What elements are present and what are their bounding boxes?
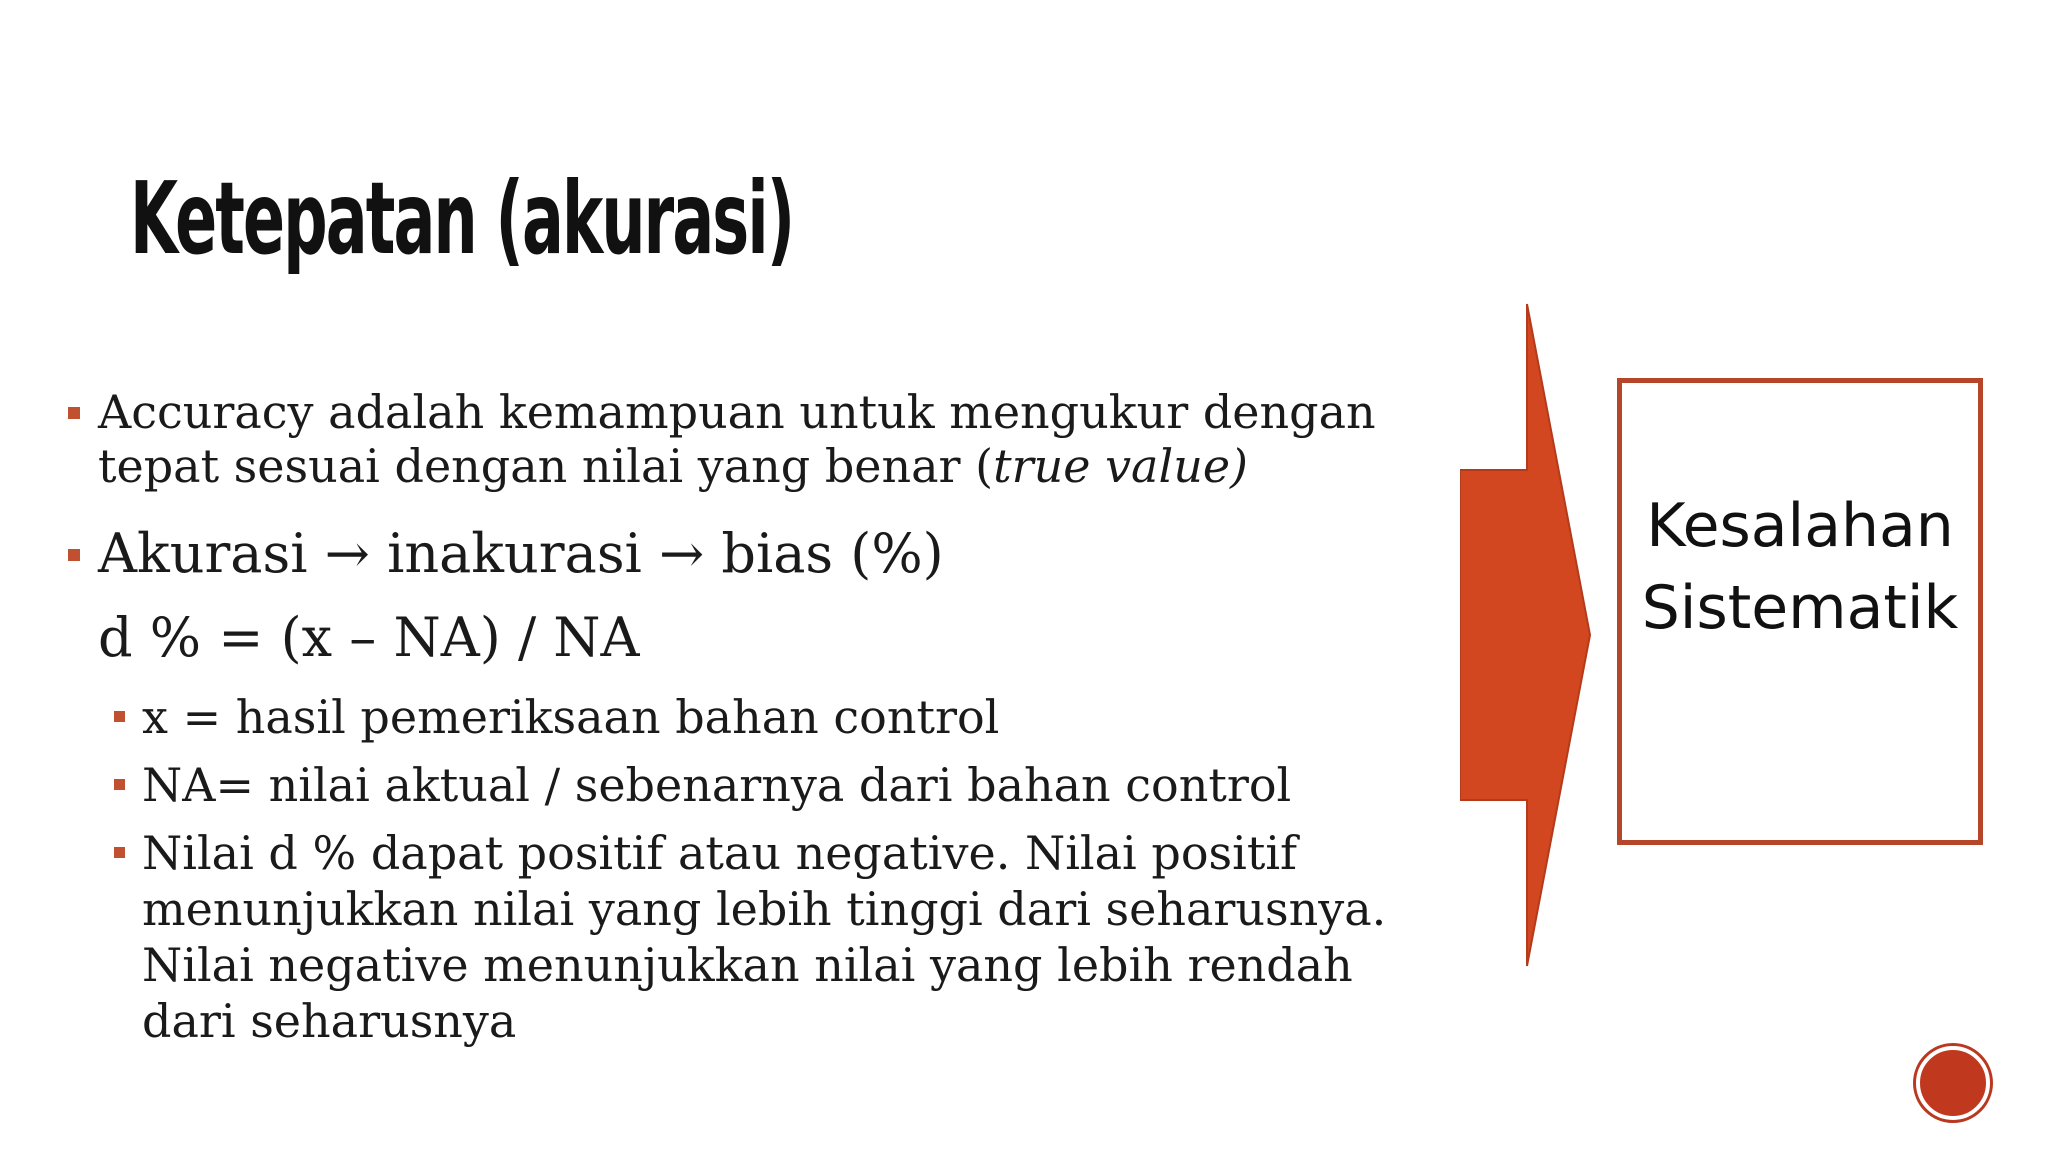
bullet-marker — [114, 779, 125, 790]
right-arrow-shape — [1460, 300, 1600, 980]
sub-bullet-nilai-d — [114, 825, 1412, 1049]
bullet-marker — [68, 549, 80, 561]
box-line-1: Kesalahan — [1646, 490, 1954, 561]
sub-bullet-text: Nilai d % dapat positif atau negative. Nilai positif menunjukkan nilai yang lebih tinggi dari seharusnya. Nilai negative menunjukkan nilai yang lebih rendah dari seharusnya — [142, 826, 1387, 1048]
sub-bullet-text: x = hasil pemeriksaan bahan control — [142, 690, 1000, 744]
slide-nav-circle[interactable] — [1916, 1046, 1990, 1120]
accuracy-line-2-text: tepat sesuai dengan nilai yang benar ( — [98, 439, 994, 493]
slide-content — [68, 385, 1448, 1061]
sub-bullet-na — [114, 757, 1448, 813]
sub-bullet-x — [114, 689, 1448, 745]
accuracy-line-2 — [98, 439, 1448, 493]
true-value-italic: true value) — [993, 439, 1248, 493]
slide-title: Ketepatan (akurasi) — [130, 160, 794, 277]
kesalahan-sistematik-box — [1617, 378, 1983, 845]
akurasi-text: Akurasi → inakurasi → bias (%) — [98, 522, 944, 585]
bullet-akurasi — [68, 523, 1448, 585]
bullet-accuracy — [68, 385, 1448, 493]
sub-bullet-text: NA= nilai aktual / sebenarnya dari bahan control — [142, 758, 1292, 812]
box-line-2: Sistematik — [1641, 572, 1959, 643]
bullet-marker — [114, 847, 125, 858]
arrow-polygon — [1460, 304, 1590, 966]
accuracy-line-1: Accuracy adalah kemampuan untuk mengukur dengan — [98, 385, 1376, 439]
bullet-marker — [68, 407, 80, 419]
formula: d % = (x – NA) / NA — [98, 606, 640, 669]
bullet-marker — [114, 711, 125, 722]
